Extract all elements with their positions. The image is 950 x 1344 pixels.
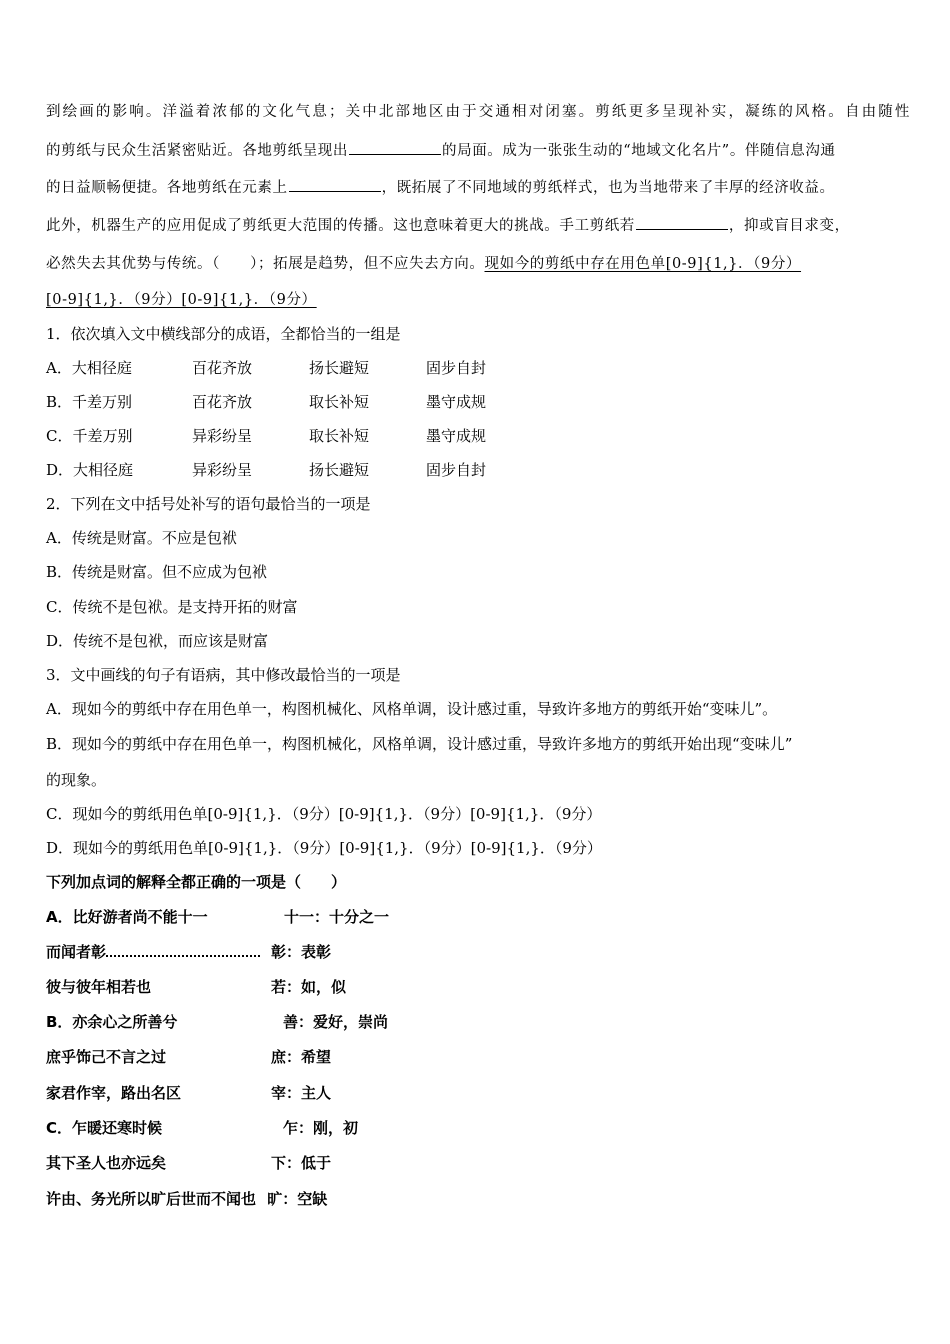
q2-option-c[interactable]: C．传统不是包袱。是支持开拓的财富 xyxy=(46,598,298,616)
passage-line-3 xyxy=(46,176,910,197)
option-text: 取长补短 xyxy=(309,427,370,445)
passage-text: 到绘画的影响。洋溢着浓郁的文化气息；关中北部地区由于交通相对闭塞。剪纸更多呈现补实，凝练的风格。自由随性 xyxy=(46,104,910,120)
q4-row-a[interactable] xyxy=(46,906,646,927)
q4-gloss: 下：低于 xyxy=(271,1154,332,1172)
q4-phrase: 许由、务光所以旷后世而不闻也 xyxy=(46,1190,257,1208)
fill-blank-2[interactable] xyxy=(289,177,381,192)
q4-gloss: 乍：刚，初 xyxy=(283,1119,359,1137)
q4-gloss: 旷：空缺 xyxy=(267,1190,328,1208)
q2-option-d[interactable]: D．传统不是包袱，而应该是财富 xyxy=(46,632,269,650)
option-text: 固步自封 xyxy=(426,461,487,479)
q3-option-b[interactable]: B．现如今的剪纸中存在用色单一，构图机械化，风格单调，设计感过重，导致许多地方的剪纸开始出现“变味儿” xyxy=(46,735,793,753)
fill-blank-1[interactable] xyxy=(349,140,441,155)
q3-option-c[interactable]: C．现如今的剪纸用色单[0-9]{1,}．（9分）[0-9]{1,}．（9分）[0-9]{1,}．（9分） xyxy=(46,805,602,823)
q4-row-c[interactable] xyxy=(46,1117,646,1138)
option-text: 墨守成规 xyxy=(426,427,487,445)
passage-line-6 xyxy=(46,288,910,309)
option-text: D．大相径庭 xyxy=(46,461,134,479)
q4-phrase: 而闻者彰 xyxy=(46,943,107,961)
option-text: 异彩纷呈 xyxy=(192,427,253,445)
q3-stem: 3．文中画线的句子有语病，其中修改最恰当的一项是 xyxy=(46,666,401,684)
q4-gloss: 宰：主人 xyxy=(271,1084,332,1102)
option-text: 百花齐放 xyxy=(192,359,253,377)
passage-line-4 xyxy=(46,214,910,235)
option-text: 扬长避短 xyxy=(309,461,370,479)
underlined-sentence: 现如今的剪纸中存在用色单[0-9]{1,}．（9分） xyxy=(484,256,802,272)
q4-row xyxy=(46,1046,646,1067)
option-text: B．千差万别 xyxy=(46,393,133,411)
passage-line-1 xyxy=(46,100,910,121)
passage-text: 的剪纸与民众生活紧密贴近。各地剪纸呈现出 xyxy=(46,143,348,159)
option-text: 取长补短 xyxy=(309,393,370,411)
q4-phrase: C．乍暖还寒时候 xyxy=(46,1119,163,1137)
passage-line-5 xyxy=(46,252,910,273)
q3-option-d[interactable]: D．现如今的剪纸用色单[0-9]{1,}．（9分）[0-9]{1,}．（9分）[0-9]{1,}．（9分） xyxy=(46,839,602,857)
passage-text: 必然失去其优势与传统。（ ）；拓展是趋势，但不应失去方向。 xyxy=(46,256,485,272)
q4-row xyxy=(46,941,646,962)
option-text: 异彩纷呈 xyxy=(192,461,253,479)
q4-phrase: 家君作宰，路出名区 xyxy=(46,1084,182,1102)
underlined-sentence: [0-9]{1,}．（9分）[0-9]{1,}．（9分） xyxy=(46,292,317,308)
passage-text: 的日益顺畅便捷。各地剪纸在元素上 xyxy=(46,180,288,196)
dotted-leader xyxy=(106,945,260,957)
option-text: C．千差万别 xyxy=(46,427,133,445)
passage-text: ，抑或盲目求变， xyxy=(728,218,850,234)
q4-row xyxy=(46,976,646,997)
fill-blank-3[interactable] xyxy=(636,215,728,230)
passage-line-2 xyxy=(46,139,910,160)
q4-row-b[interactable] xyxy=(46,1011,646,1032)
passage-text: 此外，机器生产的应用促成了剪纸更大范围的传播。这也意味着更大的挑战。手工剪纸若 xyxy=(46,218,635,234)
q4-stem: 下列加点词的解释全都正确的一项是（ ） xyxy=(46,873,347,891)
option-text: 墨守成规 xyxy=(426,393,487,411)
q2-option-a[interactable]: A．传统是财富。不应是包袱 xyxy=(46,529,237,547)
q4-gloss: 若：如，似 xyxy=(271,978,347,996)
q4-gloss: 庶：希望 xyxy=(271,1048,332,1066)
q3-option-b-continued: 的现象。 xyxy=(46,771,107,789)
option-text: 扬长避短 xyxy=(309,359,370,377)
q4-phrase: A．比好游者尚不能十一 xyxy=(46,908,208,926)
q4-row xyxy=(46,1152,646,1173)
option-text: 固步自封 xyxy=(426,359,487,377)
q4-row xyxy=(46,1188,646,1209)
q4-row xyxy=(46,1082,646,1103)
option-text: 百花齐放 xyxy=(192,393,253,411)
q4-phrase: B．亦余心之所善兮 xyxy=(46,1013,178,1031)
q4-phrase: 庶乎饰己不言之过 xyxy=(46,1048,167,1066)
q2-option-b[interactable]: B．传统是财富。但不应成为包袱 xyxy=(46,563,268,581)
passage-text: 的局面。成为一张张生动的“地域文化名片”。伴随信息沟通 xyxy=(442,143,836,159)
q4-gloss: 彰：表彰 xyxy=(271,943,332,961)
q4-phrase: 彼与彼年相若也 xyxy=(46,978,152,996)
q3-option-a[interactable]: A．现如今的剪纸中存在用色单一，构图机械化、风格单调，设计感过重，导致许多地方的剪纸开始“变味儿”。 xyxy=(46,700,778,718)
q4-gloss: 善：爱好，崇尚 xyxy=(283,1013,389,1031)
q2-stem: 2．下列在文中括号处补写的语句最恰当的一项是 xyxy=(46,495,371,513)
q4-gloss: 十一：十分之一 xyxy=(284,908,390,926)
q1-stem: 1．依次填入文中横线部分的成语，全都恰当的一组是 xyxy=(46,325,401,343)
passage-text: ，既拓展了不同地域的剪纸样式，也为当地带来了丰厚的经济收益。 xyxy=(381,180,835,196)
option-text: A．大相径庭 xyxy=(46,359,132,377)
q4-phrase: 其下圣人也亦远矣 xyxy=(46,1154,167,1172)
